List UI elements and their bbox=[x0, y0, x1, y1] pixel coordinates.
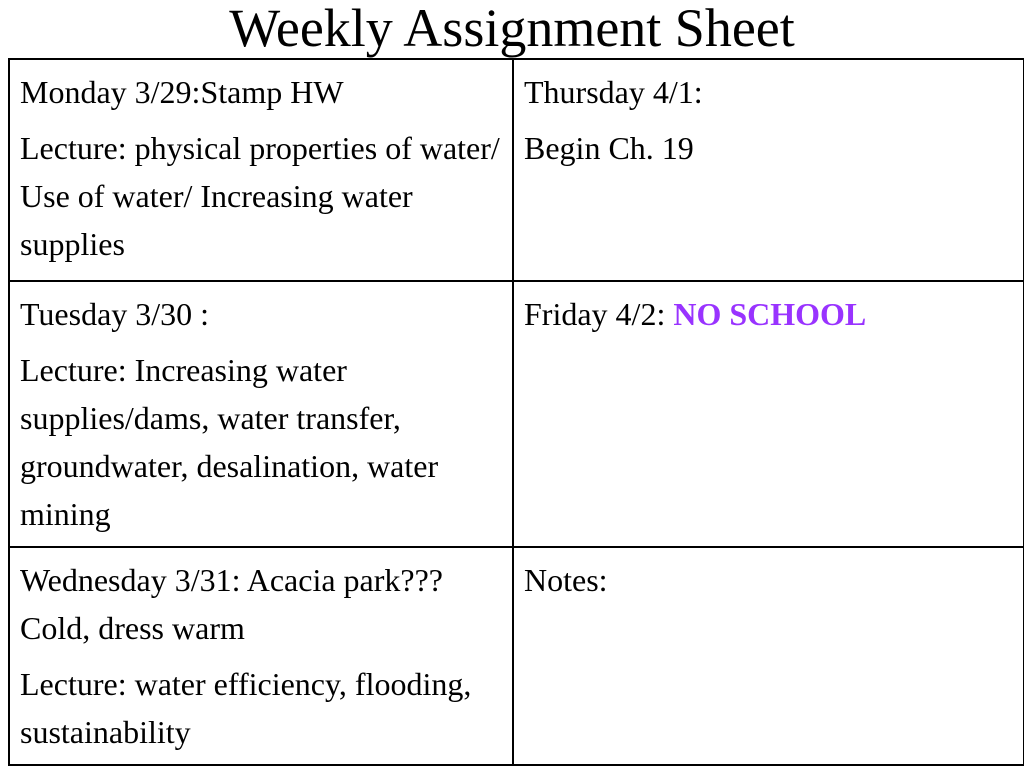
cell-tuesday bbox=[9, 281, 513, 547]
thursday-detail: Begin Ch. 19 bbox=[524, 130, 694, 166]
cell-notes bbox=[513, 547, 1024, 765]
notes-heading: Notes: bbox=[524, 562, 608, 598]
cell-friday bbox=[513, 281, 1024, 547]
tuesday-detail: Lecture: Increasing water supplies/dams, water transfer, groundwater, desalination, water mining bbox=[20, 352, 439, 532]
cell-wednesday bbox=[9, 547, 513, 765]
table-row bbox=[9, 59, 1024, 281]
wednesday-heading: Wednesday 3/31: Acacia park??? Cold, dress warm bbox=[20, 562, 443, 646]
page-title: Weekly Assignment Sheet bbox=[229, 0, 795, 58]
thursday-heading: Thursday 4/1: bbox=[524, 74, 703, 110]
wednesday-detail: Lecture: water efficiency, flooding, sustainability bbox=[20, 666, 472, 750]
monday-heading: Monday 3/29:Stamp HW bbox=[20, 74, 344, 110]
table-row bbox=[9, 281, 1024, 547]
no-school-label: NO SCHOOL bbox=[673, 296, 867, 332]
cell-monday bbox=[9, 59, 513, 281]
friday-line bbox=[524, 290, 1013, 338]
table-row bbox=[9, 547, 1024, 765]
monday-detail: Lecture: physical properties of water/ Use of water/ Increasing water supplies bbox=[20, 130, 500, 262]
assignment-table bbox=[8, 58, 1024, 766]
cell-thursday bbox=[513, 59, 1024, 281]
tuesday-heading: Tuesday 3/30 : bbox=[20, 296, 210, 332]
friday-heading: Friday 4/2: bbox=[524, 296, 674, 332]
